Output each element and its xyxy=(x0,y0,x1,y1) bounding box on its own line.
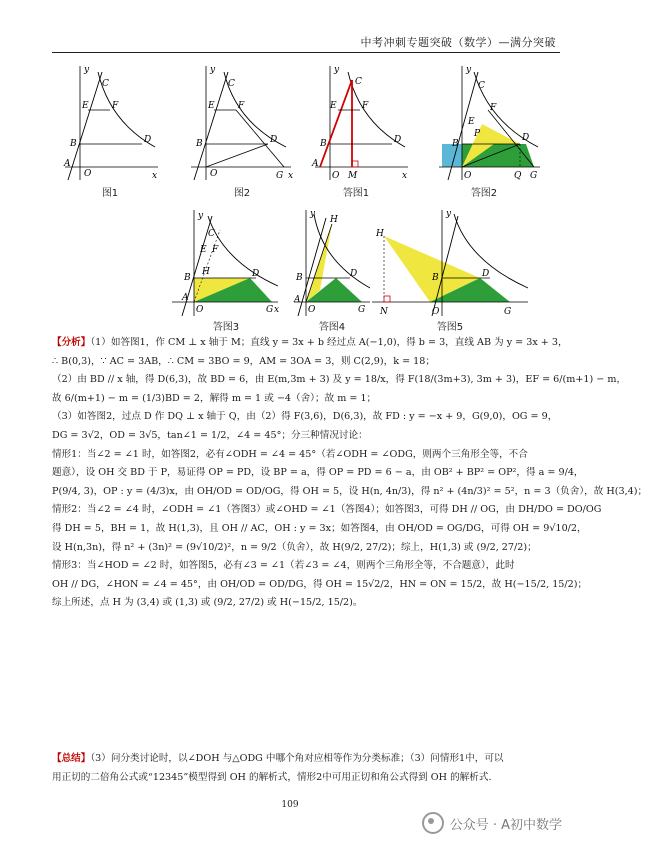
analysis-line: DG = 3√2，OD = 3√5，tan∠1 = 1/2，∠4 = 45°；分三种情况讨论： xyxy=(52,429,368,441)
svg-text:D: D xyxy=(482,269,490,279)
summary-line: 用正切的二倍角公式或“12345”模型得到 OH 的解析式，情形2中可用正切和角公式得到 OH 的解析式. xyxy=(52,771,492,783)
figure-caption: 答图5 xyxy=(436,322,464,333)
svg-text:x: x xyxy=(274,305,280,315)
svg-text:y: y xyxy=(310,209,316,219)
analysis-line: 【分析】（1）如答图1，作 CM ⊥ x 轴于 M；直线 y = 3x + b 经过点 A(−1,0)，得 b = 3，直线 AB 为 y = 3x + 3， xyxy=(52,337,568,348)
svg-text:B: B xyxy=(70,139,77,149)
svg-text:M: M xyxy=(348,171,358,181)
svg-text:P: P xyxy=(474,129,481,139)
analysis-line: 故 6/(m+1) − m = (1/3)BD = 2，解得 m = 1 或 −4（舍）；故 m = 1； xyxy=(52,392,377,404)
analysis-line: 情形2：当∠2 = ∠4 时，∠ODH = ∠1（答图3）或∠OHD = ∠1（答图4）；如答图3，可得 DH // OG，由 DH/DO = DO/OG xyxy=(52,504,602,516)
figure-caption: 答图4 xyxy=(318,322,346,333)
watermark-text: 公众号 · A初中数学 xyxy=(449,817,562,833)
svg-text:H: H xyxy=(202,267,210,277)
figure-caption: 答图3 xyxy=(212,322,240,333)
svg-text:C: C xyxy=(208,229,215,239)
analysis-line: ∴ B(0,3)，∵ AC = 3AB，∴ CM = 3BO = 9，AM = 3OA = 3，则 C(2,9)，k = 18； xyxy=(52,355,435,367)
wechat-icon xyxy=(422,812,444,834)
analysis-line: （3）如答图2，过点 D 作 DQ ⊥ x 轴于 Q，由（2）得 F(3,6)，D(6,3)，故 FD : y = −x + 9，G(9,0)，OG = 9， xyxy=(52,411,558,423)
page-header-title: 中考冲刺专题突破（数学）—满分突破 xyxy=(360,36,556,49)
summary-section xyxy=(52,750,562,787)
analysis-tag: 【分析】 xyxy=(52,337,91,348)
analysis-line: 情形3：当∠HOD = ∠2 时，如答图5，必有∠3 = ∠1（若∠3 = ∠4，则两个三角形全等，不合题意），此时 xyxy=(52,560,515,572)
svg-text:N: N xyxy=(380,307,388,317)
analysis-line: 综上所述，点 H 为 (3,4) 或 (1,3) 或 (9/2, 27/2) 或 H(−15/2, 15/2)。 xyxy=(52,597,363,609)
analysis-line: 设 H(n,3n)，得 n² + (3n)² = (9√10/2)²，n = 9/2（负舍），故 H(9/2, 27/2)；综上，H(1,3) 或 (9/2, 27/2)； xyxy=(52,541,537,553)
svg-text:F: F xyxy=(490,103,497,113)
svg-text:y: y xyxy=(334,65,340,75)
svg-text:G: G xyxy=(266,305,274,315)
svg-text:x: x xyxy=(288,171,294,181)
svg-text:B: B xyxy=(320,139,327,149)
figure-caption: 图2 xyxy=(233,188,251,199)
svg-text:E: E xyxy=(330,101,337,111)
figure-caption: 答图1 xyxy=(342,188,370,199)
summary-line: 【总结】（3）问分类讨论时，以∠DOH 与△ODG 中哪个角对应相等作为分类标准；（3）问情形1中，可以 xyxy=(52,753,504,764)
analysis-line: P(9/4, 3)，OP : y = (4/3)x，由 OH/OD = OD/OG，得 OH = 5，设 H(n, 4n/3)，得 n² + (4n/3)² = 5²，n = 3（负舍），故 H(3,4)； xyxy=(52,485,647,497)
summary-tag: 【总结】 xyxy=(52,753,91,764)
svg-text:G: G xyxy=(276,171,284,181)
svg-text:B: B xyxy=(452,139,459,149)
svg-text:F: F xyxy=(212,245,219,255)
svg-text:O: O xyxy=(332,171,340,181)
analysis-section xyxy=(52,334,647,613)
answer-figure-4 xyxy=(292,206,372,318)
svg-text:Q: Q xyxy=(514,171,522,181)
svg-text:O: O xyxy=(308,305,316,315)
svg-text:D: D xyxy=(350,269,358,279)
svg-text:F: F xyxy=(112,101,119,111)
svg-text:D: D xyxy=(270,135,278,145)
watermark xyxy=(422,812,562,834)
svg-text:D: D xyxy=(522,133,530,143)
svg-text:A: A xyxy=(312,159,319,169)
svg-text:y: y xyxy=(446,209,452,219)
figure-caption: 答图2 xyxy=(470,188,498,199)
answer-figure-1 xyxy=(310,62,410,182)
analysis-line: 得 DH = 5，BH = 1，故 H(1,3)，且 OH // AC，OH : y = 3x；如答图4，由 OH/OD = OG/DG，可得 OH = 9√10/2， xyxy=(52,522,587,534)
svg-text:x: x xyxy=(402,171,408,181)
analysis-line: 题意），设 OH 交 BD 于 P，易证得 OP = PD，设 BP = a，得 OP = PD = 6 − a，由 OB² + BP² = OP²，得 a = 9/4， xyxy=(52,467,584,479)
svg-text:F: F xyxy=(362,101,369,111)
page-number: 109 xyxy=(281,800,299,810)
answer-figure-5 xyxy=(370,206,530,318)
svg-text:D: D xyxy=(144,135,152,145)
svg-text:A: A xyxy=(64,159,71,169)
svg-text:G: G xyxy=(504,307,512,317)
svg-text:y: y xyxy=(466,65,472,75)
svg-text:A: A xyxy=(294,295,301,305)
svg-text:H: H xyxy=(330,215,338,225)
figure-caption: 图1 xyxy=(101,188,119,199)
svg-text:G: G xyxy=(530,171,538,181)
svg-text:y: y xyxy=(210,65,216,75)
svg-text:E: E xyxy=(200,245,207,255)
analysis-line: （2）由 BD // x 轴，得 D(6,3)，故 BD = 6，由 E(m,3m + 3) 及 y = 18/x，得 F(18/(3m+3), 3m + 3)，EF = 6/(m+1) − m， xyxy=(52,374,627,386)
figure-1 xyxy=(60,62,160,182)
svg-text:O: O xyxy=(464,171,472,181)
header-rule xyxy=(52,52,560,53)
svg-text:O: O xyxy=(210,169,218,179)
svg-text:E: E xyxy=(82,101,89,111)
svg-text:H: H xyxy=(376,229,384,239)
svg-text:E: E xyxy=(468,117,475,127)
svg-text:G: G xyxy=(358,305,366,315)
svg-text:B: B xyxy=(196,139,203,149)
svg-text:y: y xyxy=(198,211,204,221)
svg-text:E: E xyxy=(208,101,215,111)
answer-figure-3 xyxy=(168,206,280,318)
svg-text:B: B xyxy=(184,273,191,283)
svg-text:B: B xyxy=(296,273,303,283)
svg-text:A: A xyxy=(182,293,189,303)
svg-text:O: O xyxy=(196,305,204,315)
answer-figure-2 xyxy=(434,62,542,182)
svg-text:C: C xyxy=(478,81,485,91)
svg-text:F: F xyxy=(238,101,245,111)
svg-text:D: D xyxy=(252,269,260,279)
svg-text:B: B xyxy=(432,273,439,283)
figure-2 xyxy=(186,62,296,182)
svg-text:y: y xyxy=(84,65,90,75)
svg-text:x: x xyxy=(152,171,158,181)
svg-text:C: C xyxy=(228,79,235,89)
analysis-line: OH // DG，∠HON = ∠4 = 45°，由 OH/OD = OD/DG，得 OH = 15√2/2，HN = ON = 15/2，故 H(−15/2, 15/2)； xyxy=(52,578,588,590)
svg-text:C: C xyxy=(355,77,362,87)
analysis-line: 情形1：当∠2 = ∠1 时，如答图2，必有∠ODH = ∠4 = 45°（若∠ODH = ∠ODG，则两个三角形全等，不合 xyxy=(52,448,528,460)
svg-text:C: C xyxy=(102,79,109,89)
svg-text:O: O xyxy=(84,169,92,179)
svg-text:O: O xyxy=(432,307,440,317)
svg-text:D: D xyxy=(394,135,402,145)
